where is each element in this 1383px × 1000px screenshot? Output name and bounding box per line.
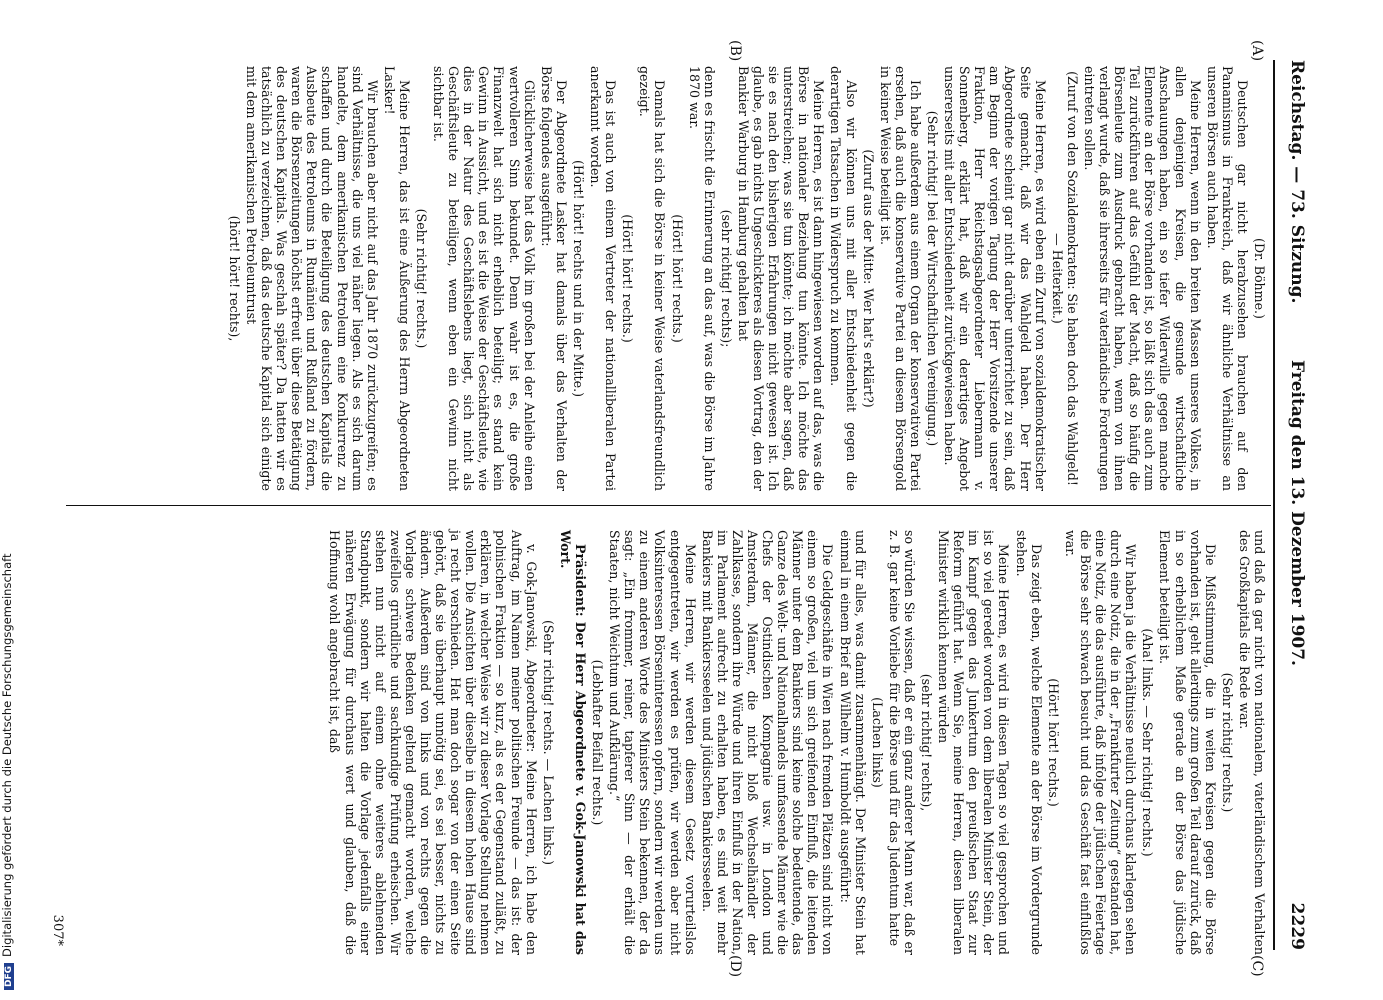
paragraph: v. Gok-Janowski, Abgeordneter: Meine Herren, ich habe den Auftrag, im Namen meiner politischen Freunde — das ist: der polnischen Fraktion — so kurz, als es der Gegenstand zuläßt, zu erklären, in welcher Weise wir zu dieser Vorlage Stellung nehmen wollen. Die Ansichten über dieselbe in diesem hohen Hause sind ja recht verschieden. Hat man doch sogar von der einen Seite gehört, daß sie überhaupt unnötig sei, es sei besser, nichts zu ändern. Außerdem sind von links und von rechts gegen die Vorlage schwere Bedenken geltend gemacht worden, welche zweifellos gründliche und sachkundige Prüfung erheischen. Wir stehen nun nicht auf einem ohne weiteres ablehnenden Standpunkt, sondern wir halten die Vorlage jedenfalls einer näheren Erwägung für durchaus wert und glauben, daß die Hoffnung wohl angebracht ist, daß <box>327 530 539 955</box>
paragraph: Meine Herren, wir werden diesem Gesetz vorurteilslos entgegentreten, wir werden es prüfen, wir werden aber nicht Volksinteressen Börseninteressen opfern, sondern wir werden uns zu einem anderen Worte des Ministers Stein bekennen, der da sagt: „Ein frommer, reiner, tapferer Sinn — der erhält die Staaten, nicht Weichtum und Aufklärung.“ <box>607 530 698 955</box>
paragraph: Meine Herren, es wird in diesen Tagen so viel gesprochen und ist so viel geredet worden von dem liberalen Minister Stein, der im Kampf gegen das Junkertum den preußischen Staat zur Reform geführt hat. Wenn Sie, meine Herren, diesen liberalen Minister wirklich kennen würden <box>936 530 1012 955</box>
margin-marker-b: (B) <box>727 40 743 62</box>
left-column <box>225 66 1267 491</box>
header-rule <box>1273 60 1275 950</box>
paragraph: Also wir können uns mit aller Entschiedenheit gegen die derartigen Tatsachen in Widerspruch zu kommen. <box>828 66 859 491</box>
paragraph: Glücklicherweise hat das Volk im großen bei der Anleihe einen wertvolleren Sinn bekundet. Denn wahr ist es, die große Finanzwelt hat sich nicht erheblich beteiligt; es stand kein Gewinn in Aussicht, und es ist die Weise der Geschäftsleute, wie dies in der Natur des Geschäftslebens liegt, sich nicht als Geschäftsleute zu beteiligen, wenn eben ein Gewinn nicht sichtbar ist. <box>431 66 537 491</box>
paragraph: Damals hat sich die Börse in keiner Weise vaterlandsfreundlich gezeigt. <box>637 66 668 491</box>
margin-marker-c: (C) <box>1249 955 1265 977</box>
paragraph: (Zuruf aus der Mitte: Wer hat's erklärt?) <box>860 149 876 408</box>
paragraph: Die Mißstimmung, die in weiten Kreisen gegen die Börse vorhanden ist, geht allerdings zum großen Teil darauf zurück, daß in so erheblichem Maße gerade an der Börse das jüdische Element beteiligt ist. <box>1157 530 1218 955</box>
right-column <box>325 530 1267 955</box>
paragraph: so würden Sie wissen, daß er ein ganz anderer Mann war, daß er z. B. gar keine Vorliebe für die Börse und für das Judentum hatte <box>886 530 917 955</box>
dfg-logo: DFG <box>4 963 14 990</box>
margin-marker-a: (A) <box>1249 40 1265 62</box>
paragraph: Präsident: Der Herr Abgeordnete v. Gok-Janowski hat das Wort. <box>557 530 588 955</box>
funding-text: Digitalisierung gefördert durch die Deutsche Forschungsgemeinschaft <box>0 553 14 957</box>
paragraph: Deutschen gar nicht herabzusehen brauchen auf den Panamismus in Frankreich, daß wir ähnliche Verhältnisse an unseren Börsen auch haben. <box>1204 66 1250 491</box>
paragraph: (hört! hört! rechts), <box>226 215 242 342</box>
paragraph: und für alles, was damit zusammenhängt. Der Minister Stein hat einmal in einem Brief an Wilhelm v. Humboldt ausgeführt: <box>837 530 868 955</box>
paragraph: Meine Herren, es wird eben ein Zuruf von sozialdemokratischer Seite gemacht, daß wir das Wahlgeld haben. Der Herr Abgeordnete scheint gar nicht darüber unterrichtet zu sein, daß am Beginn der vorigen Tagung der Herr Vorsitzende unserer Fraktion, Herr Reichstagsabgeordneter Liebermann v. Sonnenberg, erklärt hat, daß wir ein derartiges Angebot unsererseits mit aller Entschiedenheit zurückgewiesen haben. <box>942 66 1048 491</box>
paragraph: Meine Herren, es ist dann hingewiesen worden auf das, was die Börse in nationaler Beziehung tun könnte. Ich möchte das unterstreichen; was sie tun könnte; ich möchte aber sagen, daß sie es nach den bisherigen Erfahrungen nicht gewesen ist. Ich glaube, es gab nichts Ungeschickteres als diesen Vortrag, den der Bankier Warburg in Hamburg gehalten hat <box>735 66 827 491</box>
paragraph: Das ist auch von einem Vertreter der nationalliberalen Partei anerkannt worden. <box>588 66 619 491</box>
paragraph: Ich habe außerdem aus einem Organ der konservativen Partei ersehen, daß auch die konservative Partei an diesem Börsengold in keiner Weise beteiligt ist. <box>877 66 923 491</box>
header-left: Reichstag. — 73. Sitzung. <box>1287 60 1307 304</box>
paragraph: Die Geldgeschäfte in Wien nach fremden Plätzen sind nicht von einem so großen, viel um sich greifenden Einfluß, die leitenden Männer unter dem Bankiers sind keine solche bedeutende, das Ganze des Welt- und Nationalhandels umfassende Männer wie die Chefs der Ostindischen Kompagnie usw. in London und Amsterdam, Männer, die nicht bloß Wechselhändler der Zahlkasse, sondern ihre Würde und ihren Einfluß in der Nation, im Parlament aufrecht zu erhalten haben, es sind weit mehr Bankiers mit Bankiersseelen und jüdischen Bankiersseelen. <box>699 530 836 955</box>
paragraph: (sehr richtig! rechts), <box>919 673 935 812</box>
paragraph: Das zeigt eben, welche Elemente an der Börse im Vordergrunde stehen. <box>1013 530 1044 955</box>
speaker-label: (Dr. Böhme.) <box>1252 238 1267 319</box>
column-divider <box>66 505 1271 506</box>
paragraph: (Sehr richtig! rechts. — Lachen links.) <box>540 619 556 866</box>
paragraph: (Lebhafter Beifall rechts.) <box>590 659 606 826</box>
paragraph: und daß da gar nicht von nationalem, vaterländischem Verhalten des Großkapitals die Rede war. <box>1236 530 1267 955</box>
page-number: 2229 <box>1287 902 1307 950</box>
paragraph: (Lachen links) <box>869 697 885 788</box>
paragraph: (sehr richtig! rechts); <box>718 209 734 348</box>
paragraph: (Hört! hört! rechts.) <box>620 214 636 343</box>
paragraph: (Sehr richtig! rechts.) <box>414 208 430 349</box>
page-header <box>1281 60 1307 950</box>
paragraph: (Hört! hört! rechts.) <box>1045 678 1061 807</box>
paragraph: denn es frischt die Erinnerung an das auf, was die Börse im Jahre 1870 war. <box>686 66 717 491</box>
paragraph: (Sehr richtig! rechts.) <box>1219 672 1235 813</box>
paragraph: Meine Herren, das ist eine Äußerung des Herrn Abgeordneten Lasker! <box>381 66 412 491</box>
margin-marker-d: (D) <box>727 955 743 978</box>
paragraph: Meine Herren, wenn in den breiten Massen unseres Volkes, in allen denjenigen Kreisen, die gesunde wirtschaftliche Anschauungen haben, ein so tiefer Widerwille gegen manche Elemente an der Börse vorhanden ist, so läßt sich das auch zum Teil zurückführen auf das Gefühl der Macht, daß so häufig die Börsenleute zum Ausdruck gebracht haben, wenn von ihnen verlangt wurde, daß sie ihrerseits für vaterländische Forderungen eintreten sollen. <box>1081 66 1203 491</box>
signature-mark: 307* <box>50 914 65 946</box>
funding-sidebar <box>0 0 20 1000</box>
funding-note <box>0 30 14 990</box>
header-date: Freitag den 13. Dezember 1907. <box>1287 360 1307 666</box>
paragraph: (Aha! links. — Sehr richtig! rechts.) <box>1140 628 1156 857</box>
paragraph: Wir haben ja die Verhältnisse neulich durchaus klarlegen sehen durch eine Notiz, die in der „Frankfurter Zeitung“ gestanden hat, eine Notiz, die das ausführte, daß infolge der jüdischen Feiertage die Börse sehr schwach besucht und das Geschäft fast einflußlos war. <box>1062 530 1139 955</box>
paragraph: (Sehr richtig! bei der Wirtschaftlichen Vereinigung.) <box>925 110 941 447</box>
paragraph: (Zuruf von den Sozialdemokraten: Sie haben doch das Wahlgeld! — Heiterkeit.) <box>1049 71 1080 486</box>
paragraph: Wir brauchen aber nicht auf das Jahr 1870 zurückzugreifen; es sind Verhältnisse, die uns viel näher liegen. Als es sich darum handelte, dem amerikanischen Petroleum eine Konkurrenz zu schaffen und durch die Beteiligung des deutschen Kapitals die Ausbeute des Petroleums in Rumänien und Rußland zu fördern, waren die Börsenzeitungen höchst erfreut über diese Betätigung des deutschen Kapitals. Was geschah später? Da hatten wir es tatsächlich zu verzeichnen, daß das deutsche Kapital sich einigte mit dem amerikanischen Petroleumtrust <box>244 66 380 491</box>
paragraph: Der Abgeordnete Lasker hat damals über das Verhalten der Börse folgendes ausgeführt: <box>538 66 569 491</box>
paragraph: (Hört! hört! rechts und in der Mitte.) <box>570 159 586 397</box>
paragraph: (Hört! hört! rechts.) <box>669 214 685 343</box>
